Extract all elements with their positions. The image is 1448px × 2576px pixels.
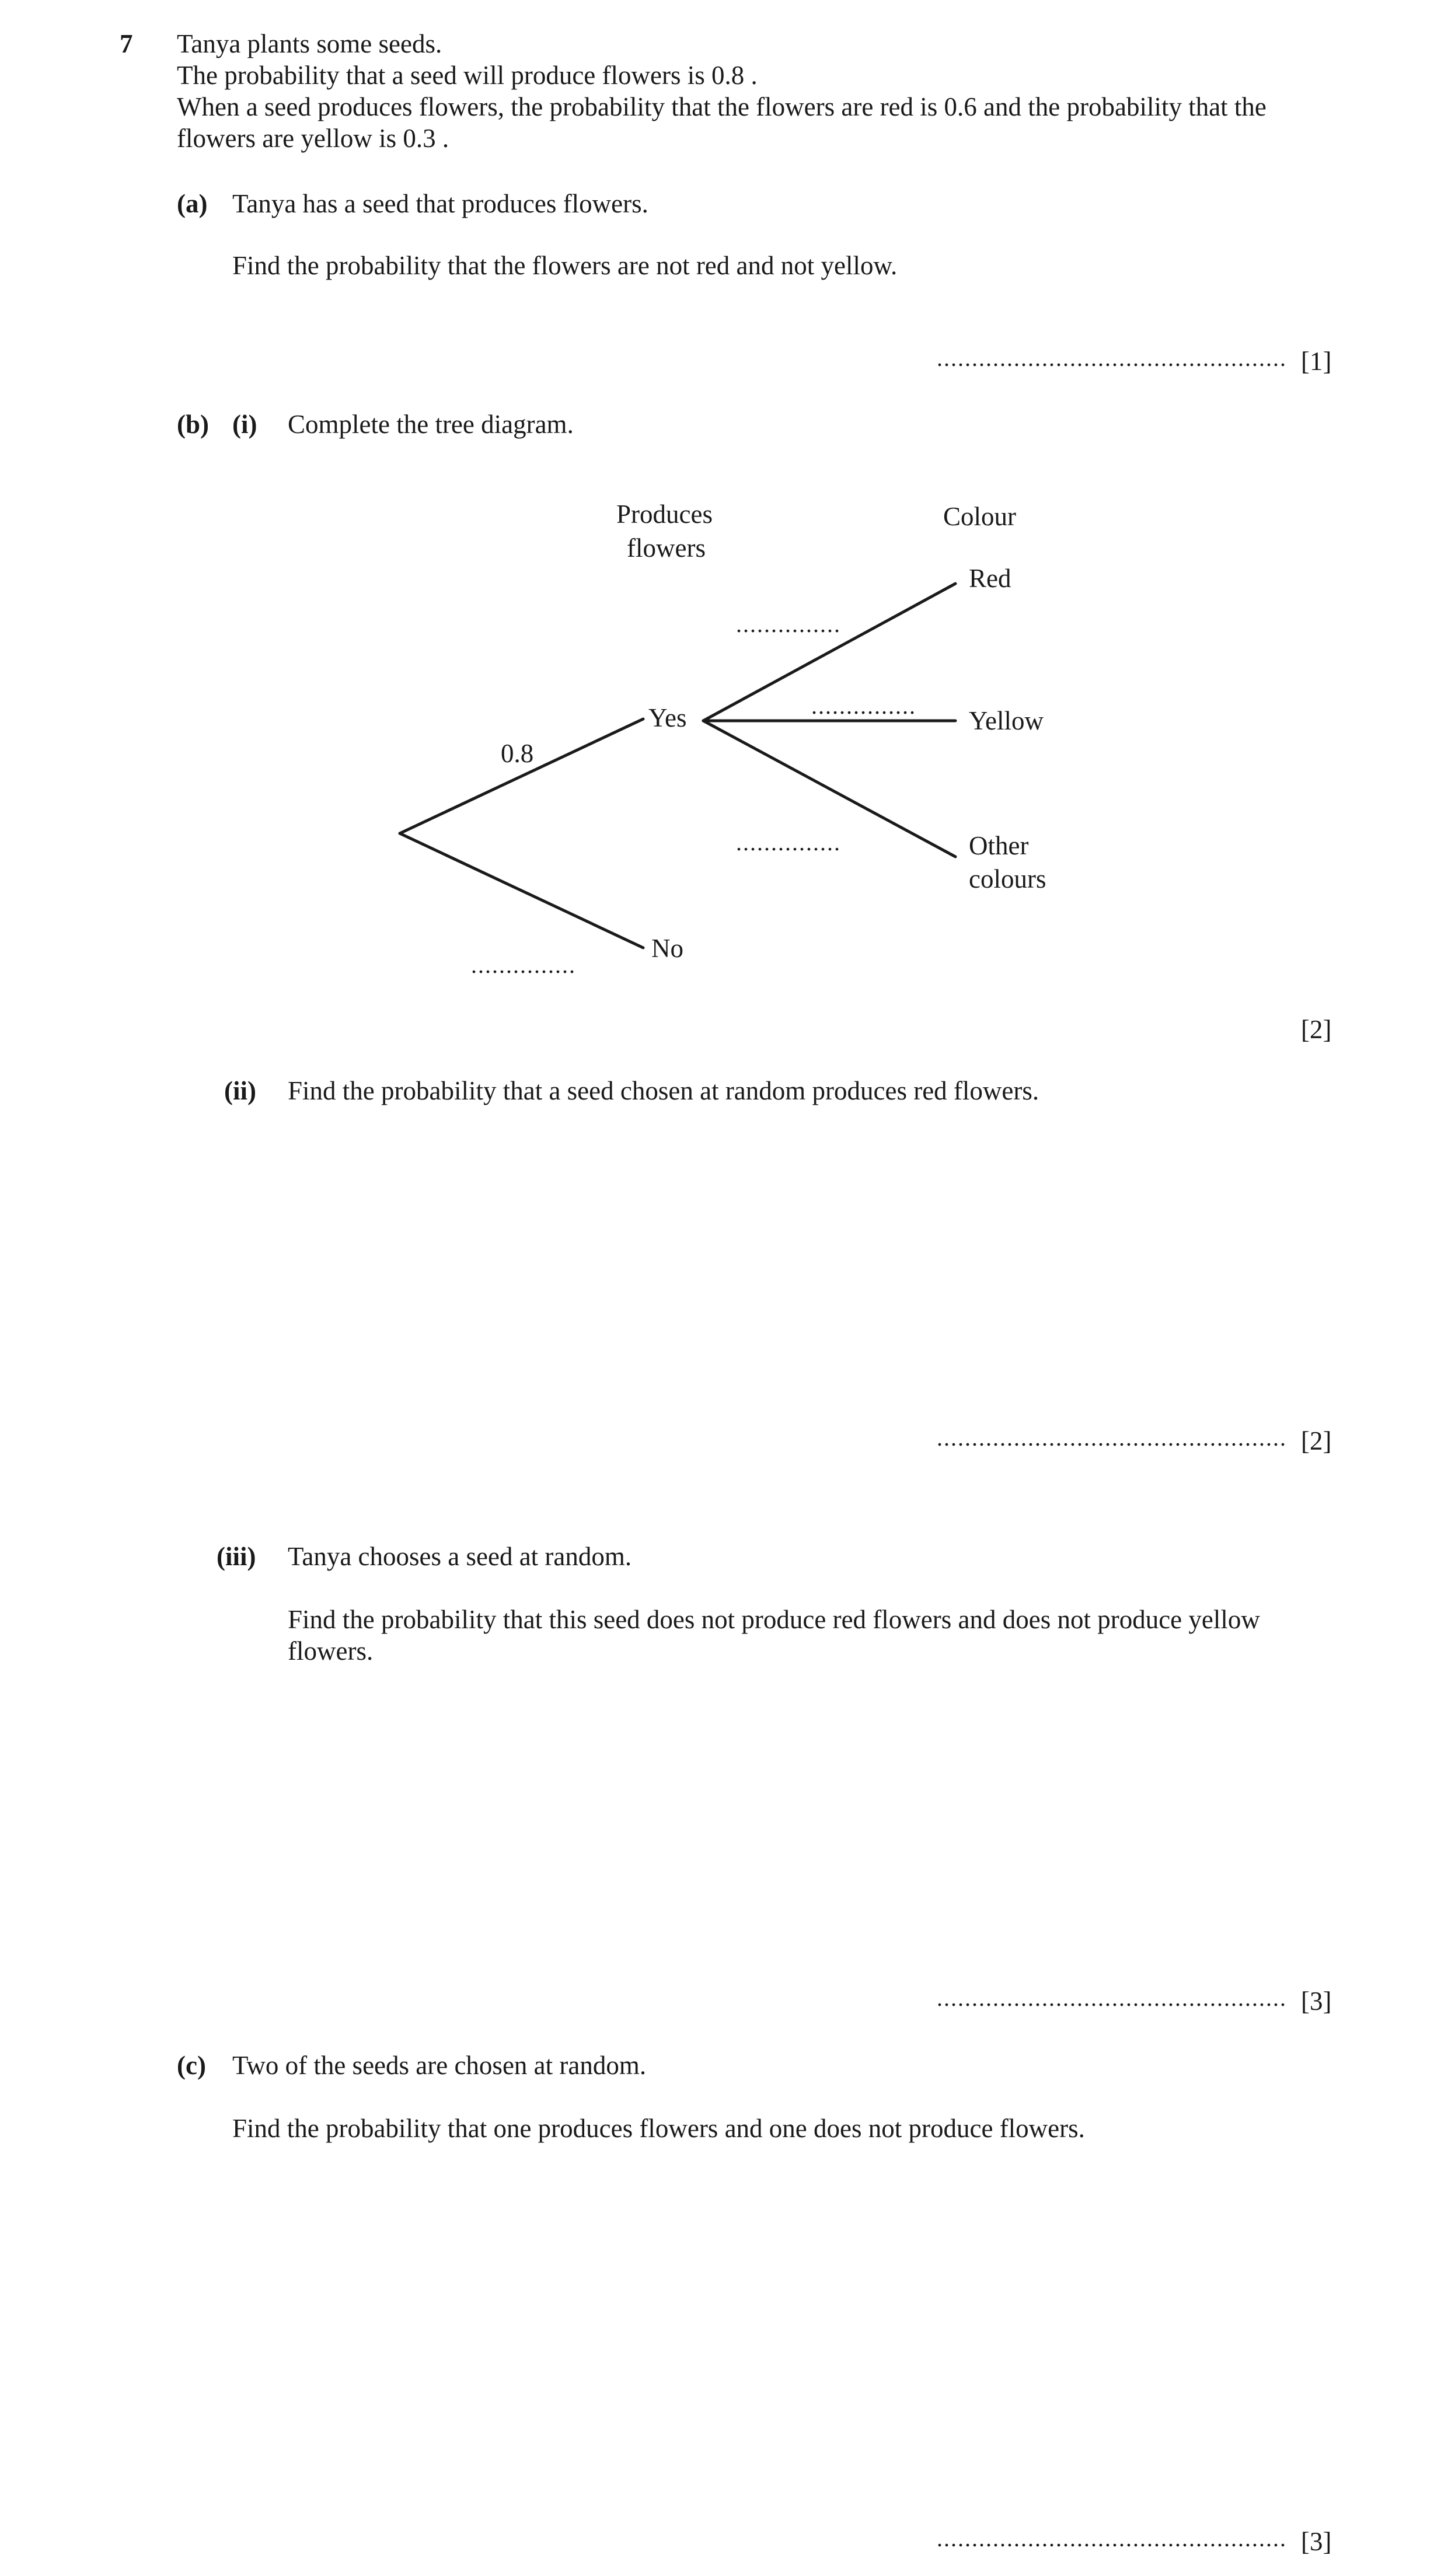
tree-blank-other[interactable]: ............... xyxy=(736,829,841,856)
tree-node-other: Other xyxy=(969,831,1029,860)
part-b-label: (b) xyxy=(177,410,209,439)
part-a-marks: [1] xyxy=(1301,347,1332,376)
part-b-ii-marks: [2] xyxy=(1301,1426,1332,1455)
part-b-ii-label: (ii) xyxy=(224,1076,256,1105)
branch-yes xyxy=(400,719,643,833)
tree-blank-red[interactable]: ............... xyxy=(736,611,841,637)
part-b-iii-marks: [3] xyxy=(1301,1987,1332,2016)
part-b-iii-text-3: flowers. xyxy=(288,1636,374,1666)
tree-node-no: No xyxy=(651,934,683,963)
intro-line-4: flowers are yellow is 0.3 . xyxy=(177,124,449,153)
question-number: 7 xyxy=(120,29,133,58)
part-a-label: (a) xyxy=(177,189,208,218)
part-b-ii-answer-line[interactable]: .................................................. xyxy=(937,1425,1287,1451)
part-c-answer-line[interactable]: .................................................. xyxy=(937,2525,1287,2551)
branch-no xyxy=(400,833,643,948)
tree-node-yellow: Yellow xyxy=(969,706,1044,735)
part-c-text-2: Find the probability that one produces flowers and one does not produce flowers. xyxy=(232,2114,1085,2143)
part-a-answer-line[interactable]: .................................................. xyxy=(937,345,1287,371)
tree-prob-yes: 0.8 xyxy=(501,739,534,768)
part-a-text-2: Find the probability that the flowers are not red and not yellow. xyxy=(232,251,898,280)
intro-line-1: Tanya plants some seeds. xyxy=(177,29,442,58)
tree-node-red: Red xyxy=(969,564,1011,593)
part-b-i-marks: [2] xyxy=(1301,1015,1332,1044)
part-b-iii-text-2: Find the probability that this seed does not produce red flowers and does not produce yellow xyxy=(288,1605,1260,1634)
part-b-i-label: (i) xyxy=(232,410,257,439)
tree-heading-produces: Produces xyxy=(616,500,713,529)
tree-blank-yellow[interactable]: ............... xyxy=(811,693,916,719)
part-c-label: (c) xyxy=(177,2051,206,2080)
intro-line-2: The probability that a seed will produce flowers is 0.8 . xyxy=(177,61,758,90)
tree-node-yes: Yes xyxy=(648,703,687,732)
tree-heading-colour: Colour xyxy=(943,502,1017,531)
tree-blank-no[interactable]: ............... xyxy=(471,952,576,978)
intro-line-3: When a seed produces flowers, the probability that the flowers are red is 0.6 and the probability that the xyxy=(177,92,1266,121)
part-a-text-1: Tanya has a seed that produces flowers. xyxy=(232,189,648,218)
tree-heading-flowers: flowers xyxy=(627,533,706,563)
part-b-i-text: Complete the tree diagram. xyxy=(288,410,574,439)
tree-node-colours: colours xyxy=(969,864,1046,893)
part-c-marks: [3] xyxy=(1301,2527,1332,2556)
part-b-ii-text: Find the probability that a seed chosen at random produces red flowers. xyxy=(288,1076,1039,1105)
part-b-iii-label: (iii) xyxy=(217,1542,256,1571)
tree-diagram xyxy=(0,0,1448,1050)
part-b-iii-text-1: Tanya chooses a seed at random. xyxy=(288,1542,632,1571)
part-b-iii-answer-line[interactable]: .................................................. xyxy=(937,1985,1287,2011)
part-c-text-1: Two of the seeds are chosen at random. xyxy=(232,2051,647,2080)
